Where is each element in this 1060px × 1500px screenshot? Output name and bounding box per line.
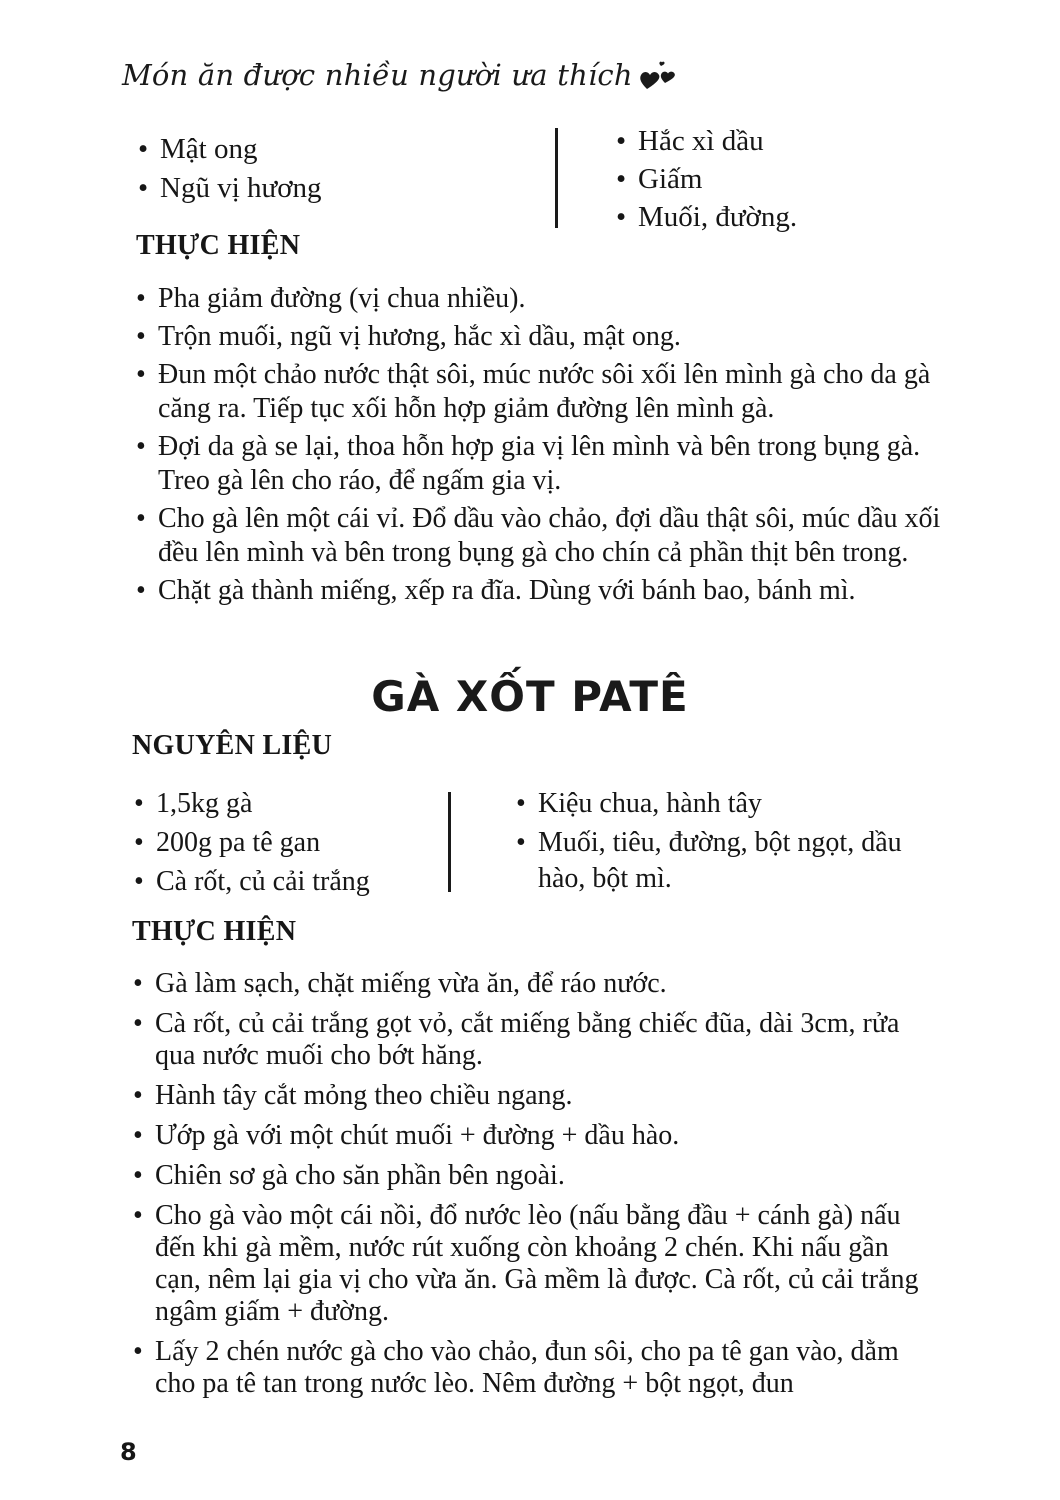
ingredient-item: • Mật ong xyxy=(136,130,322,169)
ingredient-item: • Cà rốt, củ cải trắng xyxy=(132,862,370,901)
step-item: • Đợi da gà se lại, thoa hỗn hợp gia vị lên mình và bên trong bụng gà. Treo gà lên cho ráo, để ngấm gia vị. xyxy=(134,430,944,498)
recipe2-steps xyxy=(131,968,935,1400)
method-heading: THỰC HIỆN xyxy=(136,230,301,261)
ingredient-item: • Kiệu chua, hành tây xyxy=(514,786,934,822)
ingredient-item: • Hắc xì dầu xyxy=(614,122,797,160)
ingredient-item: • 200g pa tê gan xyxy=(132,823,370,862)
step-item: • Gà làm sạch, chặt miếng vừa ăn, để ráo nước. xyxy=(131,968,935,1000)
ingredient-item: • Muối, đường. xyxy=(614,198,797,236)
step-item: • Trộn muối, ngũ vị hương, hắc xì dầu, mật ong. xyxy=(134,320,944,354)
running-header xyxy=(122,58,679,92)
column-divider xyxy=(448,792,451,892)
ingredient-item: • Muối, tiêu, đường, bột ngọt, dầu hào, bột mì. xyxy=(514,825,934,897)
ingredients-heading: NGUYÊN LIỆU xyxy=(132,730,333,761)
header-text: Món ăn được nhiều người ưa thích xyxy=(122,58,633,92)
step-item: • Cà rốt, củ cải trắng gọt vỏ, cắt miếng bằng chiếc đũa, dài 3cm, rửa qua nước muối cho bớt hăng. xyxy=(131,1008,935,1072)
recipe1-steps xyxy=(134,282,944,608)
ingredients-left-column xyxy=(132,784,370,901)
step-item: • Đun một chảo nước thật sôi, múc nước sôi xối lên mình gà cho da gà căng ra. Tiếp tục xối hỗn hợp giảm đường lên mình gà. xyxy=(134,358,944,426)
ingredients-left-column xyxy=(136,130,322,208)
hearts-icon xyxy=(639,59,679,91)
step-item: • Hành tây cắt mỏng theo chiều ngang. xyxy=(131,1080,935,1112)
column-divider xyxy=(555,128,558,228)
ingredient-item: • Giấm xyxy=(614,160,797,198)
step-item: • Lấy 2 chén nước gà cho vào chảo, đun sôi, cho pa tê gan vào, dằm cho pa tê tan trong nước lèo. Nêm đường + bột ngọt, đun xyxy=(131,1336,935,1400)
step-item: • Chặt gà thành miếng, xếp ra đĩa. Dùng với bánh bao, bánh mì. xyxy=(134,574,944,608)
step-item: • Chiên sơ gà cho săn phần bên ngoài. xyxy=(131,1160,935,1192)
ingredient-item: • 1,5kg gà xyxy=(132,784,370,823)
step-item: • Ướp gà với một chút muối + đường + dầu hào. xyxy=(131,1120,935,1152)
recipe-title: GÀ XỐT PATÊ xyxy=(371,672,689,721)
page-number: 8 xyxy=(120,1438,137,1466)
step-item: • Cho gà vào một cái nồi, đổ nước lèo (nấu bằng đầu + cánh gà) nấu đến khi gà mềm, nước rút xuống còn khoảng 2 chén. Khi nấu gần cạn, nêm lại gia vị cho vừa ăn. Gà mềm là được. Cà rốt, củ cải trắng ngâm giấm + đường. xyxy=(131,1200,935,1328)
step-item: • Cho gà lên một cái vỉ. Đổ dầu vào chảo, đợi dầu thật sôi, múc dầu xối đều lên mình và bên trong bụng gà cho chín cả phần thịt bên trong. xyxy=(134,502,944,570)
ingredient-item: • Ngũ vị hương xyxy=(136,169,322,208)
method-heading: THỰC HIỆN xyxy=(132,916,297,947)
ingredients-right-column xyxy=(614,122,797,236)
step-item: • Pha giảm đường (vị chua nhiều). xyxy=(134,282,944,316)
ingredients-right-column xyxy=(514,786,934,897)
